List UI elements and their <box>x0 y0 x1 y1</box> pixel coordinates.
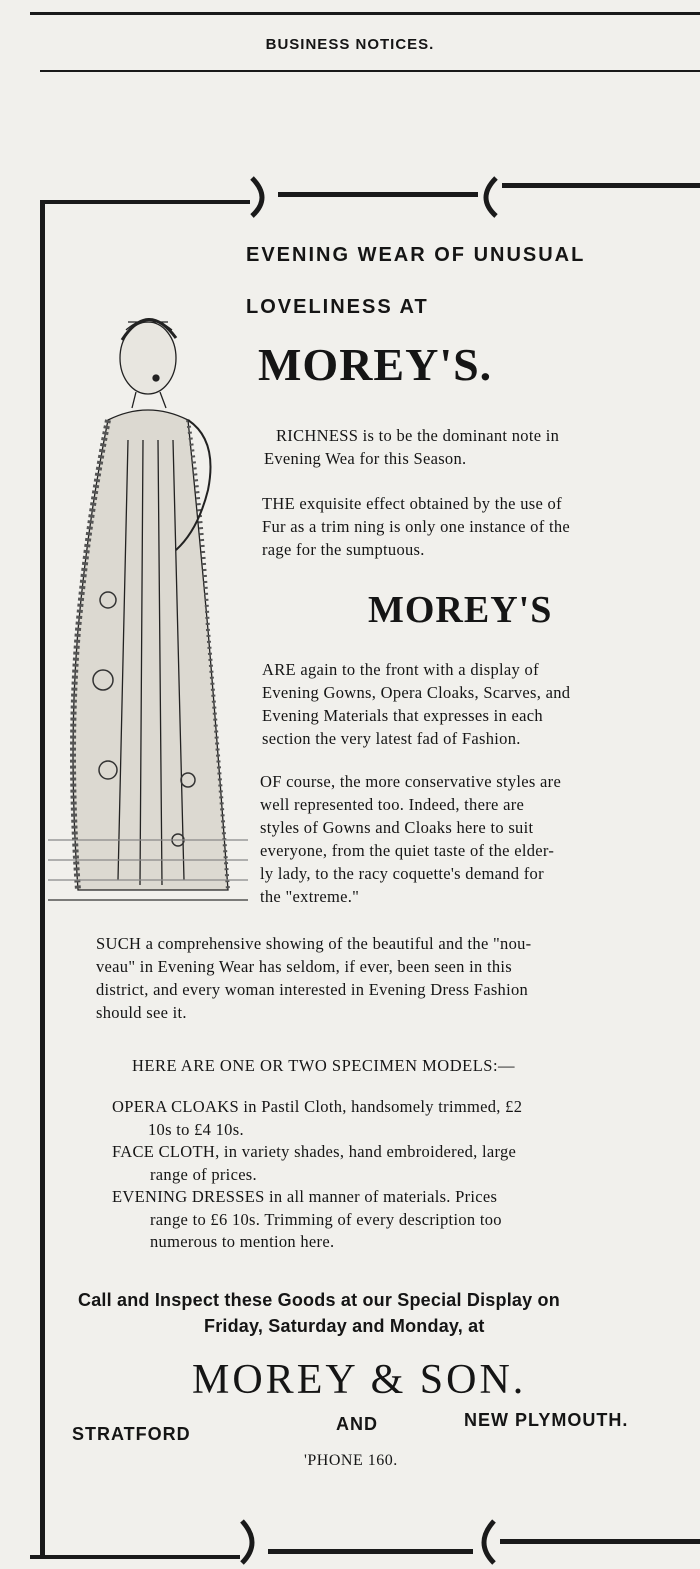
header-underline <box>40 70 700 72</box>
para2-line: rage for the sumptuous. <box>262 540 425 559</box>
phone-number: 'PHONE 160. <box>304 1452 398 1469</box>
company-name: MOREY & SON. <box>192 1357 527 1403</box>
para1-line: Evening Wea for this Season. <box>264 449 467 468</box>
page-header: BUSINESS NOTICES. <box>265 36 435 53</box>
models-list <box>112 1096 662 1254</box>
paragraph-exquisite <box>262 492 658 561</box>
models-heading: HERE ARE ONE OR TWO SPECIMEN MODELS:— <box>132 1056 516 1075</box>
model-item-first: OPERA CLOAKS in Pastil Cloth, handsomely trimmed, £2 <box>112 1097 523 1116</box>
para2-line: Fur as a trim ning is only one instance of the <box>262 517 570 536</box>
model-item <box>112 1231 662 1254</box>
model-item-rest: range to £6 10s. Trimming of every description too <box>150 1209 502 1229</box>
model-item-rest: numerous to mention here. <box>150 1232 335 1251</box>
evening-gown-illustration <box>48 300 248 925</box>
model-item-rest: 10s to £4 10s. <box>148 1119 244 1139</box>
model-item-rest: range of prices. <box>150 1164 257 1184</box>
frame-left-border <box>40 200 45 1555</box>
model-item <box>112 1141 662 1186</box>
para1-line: RICHNESS is to be the dominant note in <box>276 426 560 445</box>
para4-line: ly lady, to the racy coquette's demand for <box>260 864 544 883</box>
para5-line: SUCH a comprehensive showing of the beautiful and the "nou- <box>96 934 532 953</box>
model-item-first: FACE CLOTH, in variety shades, hand embroidered, large <box>112 1142 517 1161</box>
paragraph-richness <box>264 424 658 470</box>
town-new-plymouth: NEW PLYMOUTH. <box>464 1410 629 1430</box>
cta-line1: Call and Inspect these Goods at our Special Display on <box>78 1290 560 1310</box>
headline-line1: EVENING WEAR OF UNUSUAL <box>246 244 586 266</box>
para4-line: the "extreme." <box>260 887 360 906</box>
para5-line: veau" in Evening Wear has seldom, if ever, been seen in this <box>96 957 513 976</box>
para4-line: well represented too. Indeed, there are <box>260 795 525 814</box>
model-item <box>112 1096 662 1141</box>
model-item-first: EVENING DRESSES in all manner of materials. Prices <box>112 1187 498 1206</box>
para5-line: district, and every woman interested in Evening Dress Fashion <box>96 980 529 999</box>
paragraph-are-again <box>262 658 658 750</box>
ornament-bottom <box>30 1515 700 1565</box>
para5-line: should see it. <box>96 1003 187 1022</box>
para4-line: styles of Gowns and Cloaks here to suit <box>260 818 534 837</box>
para3-line: Evening Gowns, Opera Cloaks, Scarves, and <box>262 683 571 702</box>
para3-line: section the very latest fad of Fashion. <box>262 729 521 748</box>
headline-line2: LOVELINESS AT <box>246 296 429 318</box>
para3-line: ARE again to the front with a display of <box>262 660 539 679</box>
para4-line: everyone, from the quiet taste of the elder- <box>260 841 555 860</box>
para2-line: THE exquisite effect obtained by the use of <box>262 494 562 513</box>
top-rule <box>30 12 700 15</box>
para3-line: Evening Materials that expresses in each <box>262 706 543 725</box>
cta-line2: Friday, Saturday and Monday, at <box>204 1316 485 1336</box>
headline-name: MOREY'S. <box>258 339 493 390</box>
para4-line: OF course, the more conservative styles are <box>260 772 562 791</box>
paragraph-such <box>96 932 656 1024</box>
paragraph-of-course <box>260 770 656 908</box>
town-stratford: STRATFORD <box>72 1424 191 1444</box>
model-item <box>112 1186 662 1231</box>
subheadline-moreys: MOREY'S <box>368 589 553 631</box>
town-and: AND <box>336 1414 378 1434</box>
ornament-top <box>40 170 700 220</box>
